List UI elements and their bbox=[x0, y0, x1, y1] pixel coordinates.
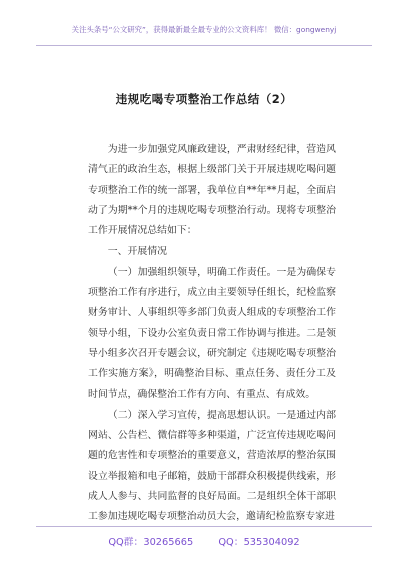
document-title: 违规吃喝专项整治工作总结（2） bbox=[115, 92, 293, 106]
header-divider bbox=[36, 45, 372, 46]
qq-number: QQ：535304092 bbox=[218, 537, 300, 548]
footer-divider bbox=[36, 526, 372, 527]
section-heading: 一、开展情况 bbox=[107, 246, 168, 258]
intro-paragraph: 为进一步加强党风廉政建设，严肃财经纪律，营造风清气正的政治生态，根据上级部门关于开展违规吃喝问题专项整治工作的统一部署，我单位自**年**月起，全面启动了为期**个月的违规吃喝专项整治行动。现将专项整治工作开展情况总结如下： bbox=[88, 144, 336, 237]
qq-group-number: QQ群：30265665 bbox=[108, 537, 194, 548]
header-note: 关注头条号“公文研究”，获得最新最全最专业的公文资料库！ 微信：gongwenyj bbox=[71, 25, 337, 34]
document-body bbox=[88, 140, 336, 529]
paragraph-organization: （一）加强组织领导，明确工作责任。一是为确保专项整治工作有序进行，成立由主要领导任组长，纪检监察财务审计、人事组织等多部门负责人组成的专项整治工作领导小组，下设办公室负责日常工作协调与推进。二是领导小组多次召开专题会议，研究制定《违规吃喝专项整治工作实施方案》，明确整治目标、重点任务、责任分工及时间节点，确保整治工作有方向、有重点、有成效。 bbox=[88, 266, 336, 400]
footer-contacts bbox=[0, 534, 408, 548]
paragraph-publicity: （二）深入学习宣传，提高思想认识。一是通过内部网站、公告栏、微信群等多种渠道，广泛宣传违规吃喝问题的危害性和专项整治的重要意义，营造浓厚的整治氛围设立举报箱和电子邮箱，鼓励干部群众积极提供线索，形成人人参与、共同监督的良好局面。二是组织全体干部职工参加违规吃喝专项整治动员大会，邀请纪检监察专家进 bbox=[88, 409, 336, 523]
